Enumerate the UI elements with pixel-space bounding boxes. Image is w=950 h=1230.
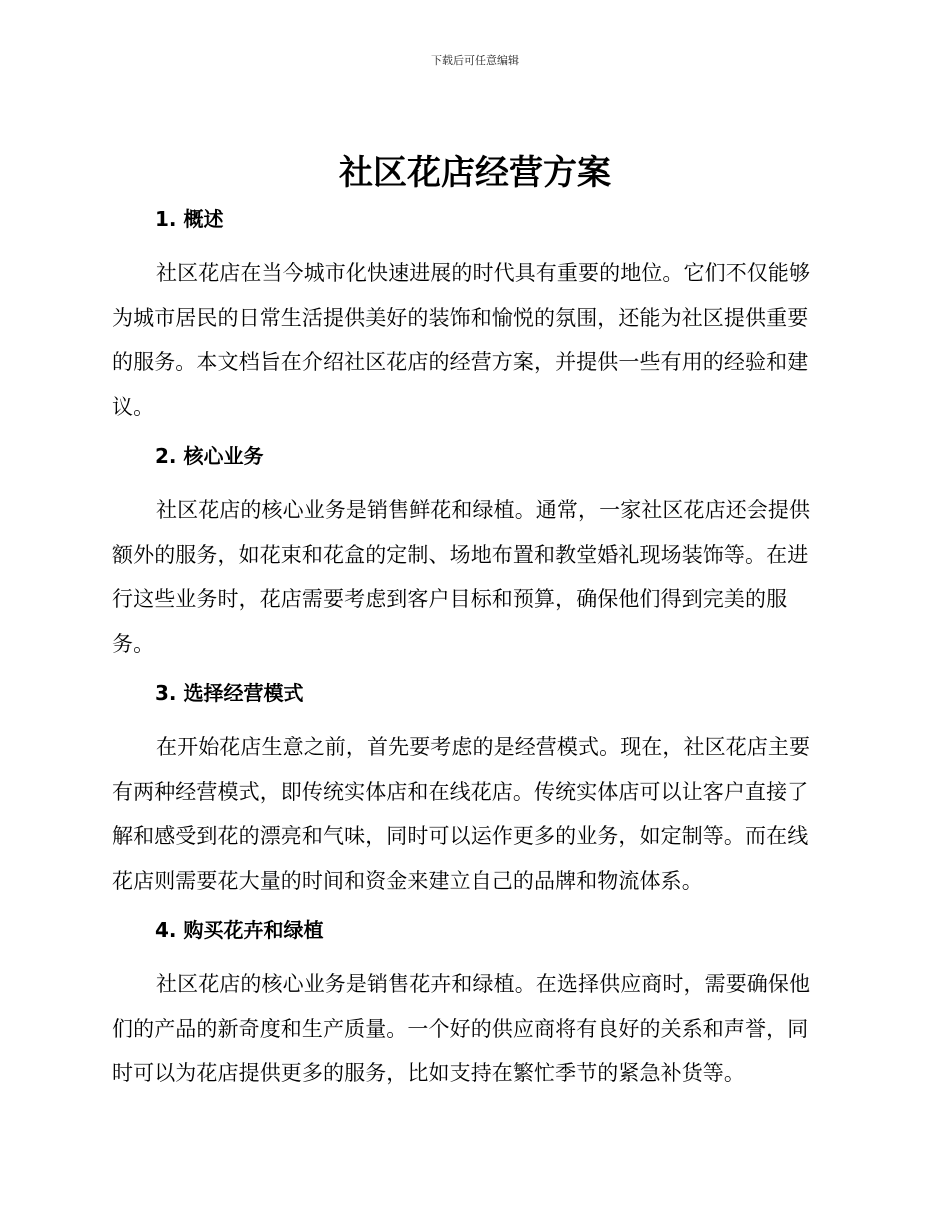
paragraph-line: 社区花店的核心业务是销售鲜花和绿植。通常，一家社区花店还会提供: [156, 498, 811, 522]
paragraph-line: 社区花店在当今城市化快速进展的时代具有重要的地位。它们不仅能够: [156, 261, 811, 285]
paragraph-line: 议。: [112, 394, 155, 419]
paragraph-line: 社区花店的核心业务是销售花卉和绿植。在选择供应商时，需要确保他: [156, 972, 811, 996]
paragraph-line: 务。: [112, 631, 155, 656]
section-paragraph-core-business: [112, 488, 834, 666]
paragraph-line: 们的产品的新奇度和生产质量。一个好的供应商将有良好的关系和声誉，同: [112, 1016, 809, 1041]
section-heading-core-business: 2. 核心业务: [155, 444, 264, 468]
paragraph-line: 的服务。本文档旨在介绍社区花店的经营方案，并提供一些有用的经验和建: [112, 350, 809, 374]
section-heading-business-model: 3. 选择经营模式: [155, 681, 304, 705]
paragraph-line: 花店则需要花大量的时间和资金来建立自己的品牌和物流体系。: [112, 868, 703, 893]
paragraph-line: 行这些业务时，花店需要考虑到客户目标和预算，确保他们得到完美的服: [112, 587, 788, 611]
paragraph-line: 在开始花店生意之前，首先要考虑的是经营模式。现在，社区花店主要: [156, 735, 811, 759]
document-title: 社区花店经营方案: [339, 153, 611, 193]
paragraph-line: 为城市居民的日常生活提供美好的装饰和愉悦的氛围，还能为社区提供重要: [112, 305, 809, 330]
paragraph-line: 有两种经营模式，即传统实体店和在线花店。传统实体店可以让客户直接了: [112, 779, 809, 804]
page-header-note: 下载后可任意编辑: [431, 54, 519, 67]
section-paragraph-overview: [112, 251, 834, 429]
paragraph-line: 解和感受到花的漂亮和气味，同时可以运作更多的业务，如定制等。而在线: [112, 824, 809, 848]
paragraph-line: 时可以为花店提供更多的服务，比如支持在繁忙季节的紧急补货等。: [112, 1061, 745, 1085]
section-paragraph-business-model: [112, 725, 834, 903]
section-heading-purchasing: 4. 购买花卉和绿植: [155, 918, 324, 942]
paragraph-line: 额外的服务，如花束和花盒的定制、场地布置和教堂婚礼现场装饰等。在进: [112, 542, 809, 567]
section-paragraph-purchasing: [112, 962, 834, 1096]
section-heading-overview: 1. 概述: [155, 207, 224, 231]
